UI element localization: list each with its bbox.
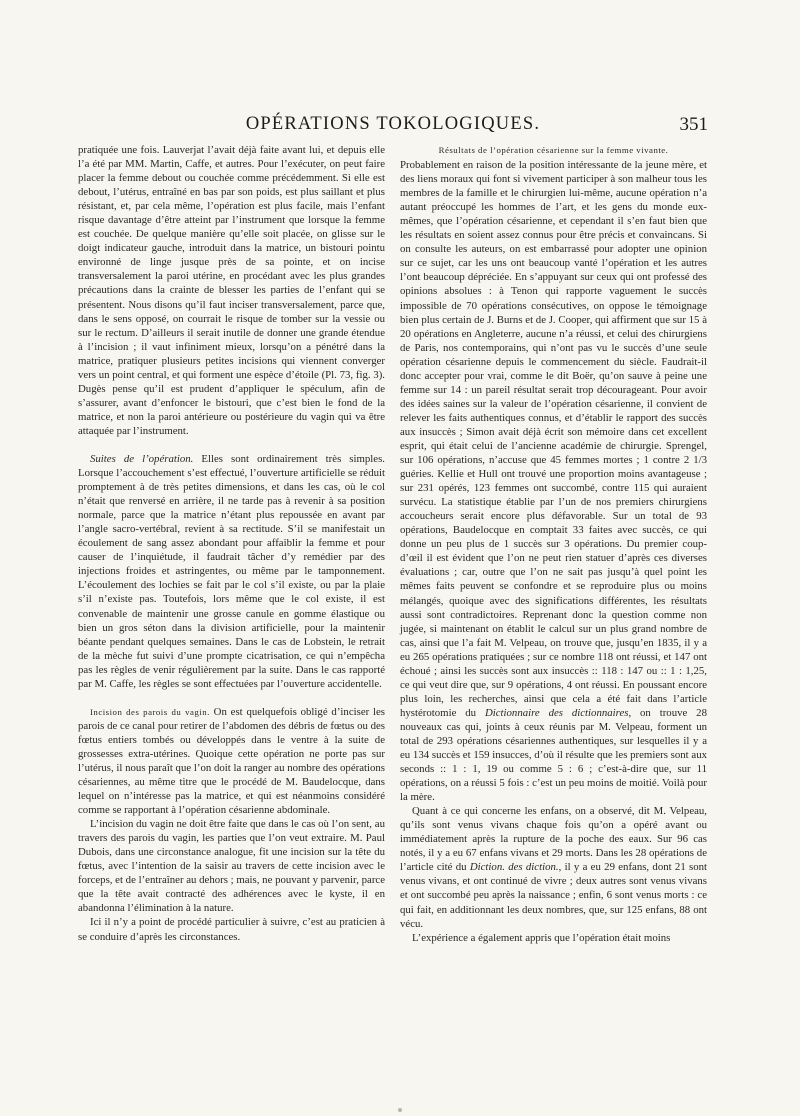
paragraph-incision-vagin bbox=[78, 705, 385, 817]
cited-work-title: Diction. des diction. bbox=[469, 861, 559, 874]
right-column bbox=[400, 143, 707, 945]
cited-work-title: Dictionnaire des dictionnaires bbox=[484, 706, 629, 719]
left-column bbox=[78, 143, 385, 944]
paragraph-body: , on trouve 28 nouveaux cas qui, joints à ceux réunis par M. Velpeau, forment un total de 293 opérations césariennes authentiques, sur lesquelles il y a eu 134 succès et 159 insucces, d’où il résulte que les premiers sont aux seconds :: 1 : 1, 19 ou comme 5 : 6 ; c’est-à-dire que, sur 11 opérations, on a réussi 5 fois : c’est un peu moins de moitié. Voilà pour la mère. bbox=[400, 706, 707, 804]
running-title: OPÉRATIONS TOKOLOGIQUES. bbox=[245, 114, 541, 134]
paragraph-results-mother bbox=[400, 158, 707, 804]
page-header bbox=[78, 114, 708, 144]
page-dot bbox=[398, 1108, 402, 1112]
paragraph-body: Quant à ce qui concerne les enfans, on a observé, dit M. Velpeau, qu’ils sont venus vivans chaque fois qu’on a opéré avant ou immédiatement après la rupture de la poche des eaux. Sur 96 cas notés, il y a eu 67 enfans vivans et 29 morts. Dans les 28 opérations de l’article cité du bbox=[400, 805, 707, 874]
section-lead: Incision des parois du vagin. bbox=[90, 706, 210, 717]
paragraph-body: Elles sont ordinairement très simples. Lorsque l’accouchement s’est effectué, l’ouverture artificielle se réduit promptement à de très petites dimensions, et dans les cas, où le col n’était que renversé en arrière, il ne tarde pas à revenir à sa position normale, parce que la matrice n’étant plus repoussée en avant par l’angle sacro-vertébral, revient à sa rectitude. S’il se manifestait un écoulement de sang assez abondant pour affaiblir la femme et pour causer de l’inquiétude, il faudrait tâcher d’y remédier par des injections froides et astringentes, ou même par le tamponnement. L’écoulement des lochies se fait par le col s’il existe, ou par la plaie s’il n’existe pas. Toutefois, lors même que le col existe, il est convenable de maintenir une grosse canule en gomme élastique ou bien un gros séton dans la division artificielle, pour la maintenir béante pendant quelques semaines. Dans le cas de Lobstein, le retrait de la mèche fut suivi d’une prompte cicatrisation, ce qui n’empêcha pas les règles de venir régulièrement par la suite. Dans le cas rapporté par M. Caffe, les règles se sont effectuées par l’ouverture accidentelle. bbox=[78, 452, 385, 690]
paragraph-experience: L’expérience a également appris que l’opération était moins bbox=[412, 931, 671, 944]
paragraph-results-children bbox=[400, 804, 707, 930]
paragraph-hysterotomy-vaginal: pratiquée une fois. Lauverjat l’avait déjà faite avant lui, et depuis elle l’a été par MM. Martin, Caffe, et autres. Pour l’exécuter, on peut faire placer la femme debout ou couchée comme précédemment. Si elle est debout, l’utérus, entraîné en bas par son poids, est plus saillant et plus résistant, et, par cela même, l’opération est plus facile, mais l’enfant risque davantage d’être atteint par l’instrument que lorsque la femme est couchée. De quelque manière qu’elle soit placée, on glisse sur le doigt indicateur gauche, introduit dans la matrice, un bistouri pointu environné de linge jusque près de sa pointe, et on incise transversalement la paroi utérine, en procédant avec les plus grandes précautions dans la crainte de blesser les parties de l’enfant qui se présentent. Nous disons qu’il faut inciser transversalement, parce que, dans le sens opposé, on courrait le risque de tomber sur la vessie ou sur le rectum. D’ailleurs il serait inutile de donner une grande étendue à l’incision ; il vaut infiniment mieux, lorsqu’on a pénétré dans la matrice, pratiquer plusieurs petites incisions qui viennent converger vers un point central, et qui forment une espèce d’étoile (Pl. 73, fig. 3). Dugès pense qu’il est prudent d’appliquer le spéculum, afin de s’assurer, avant d’enfoncer le bistouri, que c’est bien le fond de la matrice, et non la paroi antérieure ou postérieure du vagin qui va être attaquée par l’instrument. bbox=[78, 144, 385, 437]
paragraph-body: , il y a eu 29 enfans, dont 21 sont venus vivans, et ont continué de vivre ; deux autres sont venus vivans et ont succombé peu après la naissance ; enfin, 6 sont venus morts : ce qui fait, en additionnant les deux nombres, que, sur 125 enfans, 88 ont vécu. bbox=[400, 861, 708, 930]
paragraph-suites-operation bbox=[78, 452, 385, 691]
paragraph-body: Probablement en raison de la position intéressante de la jeune mère, et des liens moraux qui font si vivement participer à son malheur tous les membres de la famille et le chirurgien lui-même, aucune opération n’a autant préoccupé les hommes de l’art, et les gens du monde eux-mêmes, que l’opération césarienne, et cependant il s’en faut bien que les résultats en soient assez connus pour être précis et convaincans. Si on consulte les auteurs, on est embarrassé pour adopter une opinion sur ce sujet, car les uns ont beaucoup vanté l’opération et les autres l’ont beaucoup dépréciée. En s’appuyant sur ceux qui ont professé des opinions absolues : à Tenon qui rapporte vaguement le succès impossible de 70 opérations consécutives, on oppose le témoignage bien plus certain de J. Burns et de J. Cooper, qui affirment que sur 15 à 20 opérations en Angleterre, aucune n’a réussi, et celui des chirurgiens de Paris, nos contemporains, qui n’ont pas vu le succès d’une seule opération césarienne depuis le commencement du siècle. Faudrait-il donc accepter pour vrai, comme le dit Boër, qu’on sauve à peine une femme sur 14 : un pareil résultat serait trop décourageant. Pour avoir des idées saines sur la valeur de l’opération césarienne, il convient de relever les faits authentiques connus, et d’établir le rapport des succès aux insuccès ; Simon avait déjà écrit son mémoire dans cet excellent esprit, qui était celui de l’ancienne académie de chirurgie. Sprengel, sur 106 opérations, n’accuse que 45 femmes mortes ; 1 contre 2 1/3 guéries. Kellie et Hull ont trouvé une proportion moins avantageuse ; sur 231 opérés, 123 femmes ont succombé, contre 115 qui auraient survécu. La statistique établie par l’un de nos premiers chirurgiens accoucheurs serait encore plus défavorable. Sur un total de 93 opérations, Baudelocque en comptait 33 faites avec succès, ce qui donne un peu plus de 1 succès sur 3 opérations. Du premier coup-d’œil il est évident que l’on ne peut rien statuer d’après ces diverses évaluations ; car, outre que l’on ne sait pas jusqu’à quel point les mêmes faits peuvent se confondre et se reproduire plus ou moins mélangés, quoique avec des significations différentes, les résultats aussi sont contradictoires. Reprenant donc la question comme non jugée, si maintenant on établit le calcul sur un plus grand nombre de cas, ainsi que l’a fait M. Velpeau, on trouve que, jusqu’en 1835, il y a eu 265 opérations pratiquées ; sur ce nombre 118 ont réussi, et 147 ont échoué ; ainsi les succès sont aux insuccès :: 118 : 147 ou :: 1 : 1,25, ce qui veut dire que, sur 9 opérations, 4 ont réussi. En poussant encore plus loin, les recherches, ainsi que cela a été fait dans l’article hystérotomie du bbox=[400, 159, 707, 719]
paragraph-body: On est quelquefois obligé d’inciser les parois de ce canal pour retirer de l’abdomen des débris de fœtus ou des fœtus entiers tombés ou développés dans le ventre à la suite de grossesses extra-utérines. Quoique cette opération ne porte pas sur l’utérus, il nous paraît que l’on doit la ranger au nombre des opérations césariennes, au même titre que le procédé de M. Baudelocque, dans lequel on n’intéresse pas la matrice, et qui est néanmoins considéré comme se rapportant à l’opération césarienne abdominale. bbox=[78, 705, 386, 817]
section-heading-results: Résultats de l’opération césarienne sur la femme vivante. bbox=[438, 145, 669, 155]
page-number: 351 bbox=[679, 114, 708, 135]
paragraph-incision-conditions: L’incision du vagin ne doit être faite que dans le cas où l’on sent, au travers des parois du vagin, les parties que l’on veut extraire. M. Paul Dubois, dans une circonstance analogue, fit une incision sur la tête du fœtus, avec l’intention de la saisir au travers de cette incision avec le forceps, et de l’entraîner au dehors ; mais, ne pouvant y parvenir, parce que la tête avait contracté des adhérences avec le kyste, il en abandonna l’élimination à la nature. bbox=[78, 818, 385, 915]
paragraph-procedure-note: Ici il n’y a point de procédé particulier à suivre, c’est au praticien à se conduire d’après les circonstances. bbox=[78, 916, 385, 943]
paragraph-lead: Suites de l’opération. bbox=[90, 452, 194, 465]
